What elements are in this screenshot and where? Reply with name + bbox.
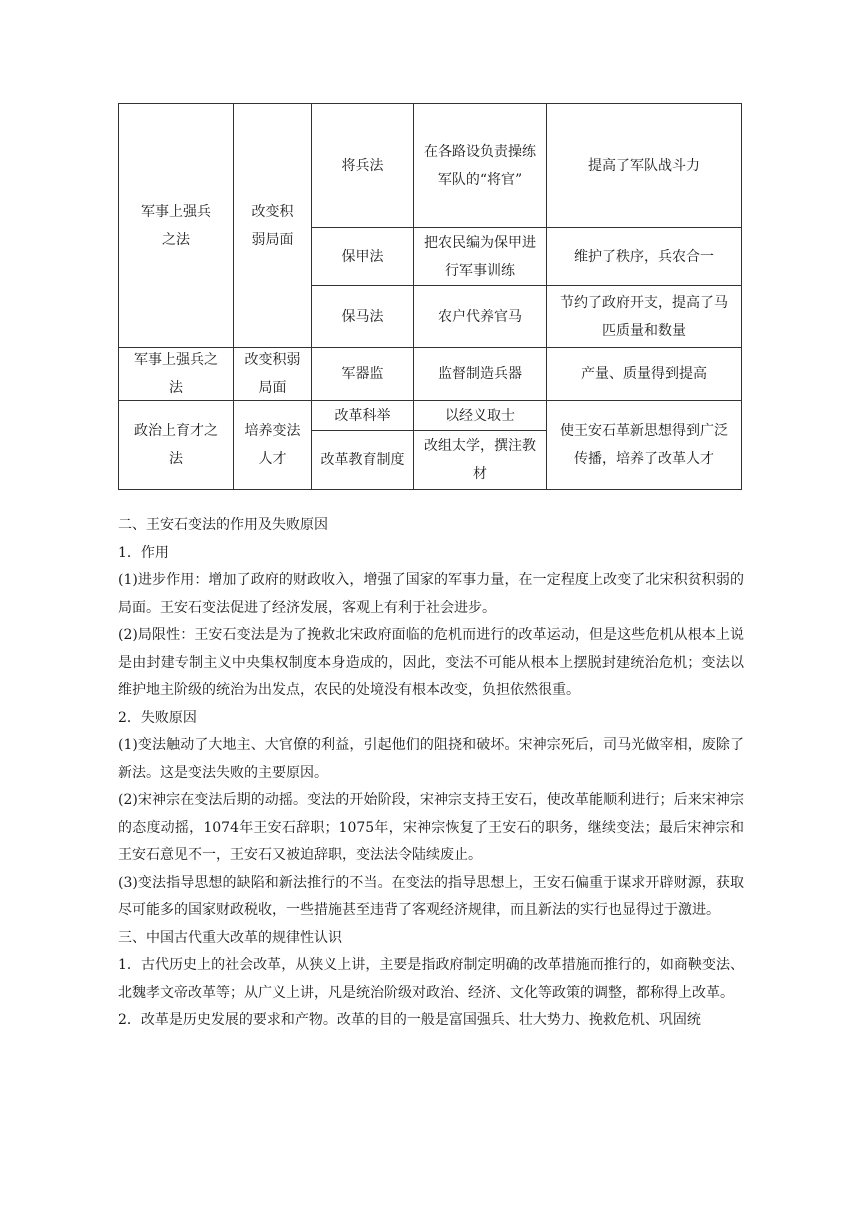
subheading: 1．作用 [118, 544, 169, 561]
table-cell-category: 军事上强兵之法 [134, 352, 218, 396]
table-cell-purpose: 培养变法人才 [244, 423, 301, 467]
table-cell-name: 改革教育制度 [320, 452, 405, 468]
table-cell-name: 改革科举 [334, 407, 391, 424]
table-cell-category: 政治上育才之法 [134, 423, 218, 467]
table-cell-effect: 提高了军队战斗力 [588, 157, 700, 174]
table-cell-name: 保甲法 [341, 248, 384, 265]
section-heading: 二、王安石变法的作用及失败原因 [118, 517, 328, 533]
table-cell-name: 保马法 [341, 308, 384, 325]
table-line [118, 489, 741, 490]
reform-table [0, 0, 860, 500]
table-line [741, 103, 742, 490]
table-cell-category: 军事上强兵之法 [141, 203, 211, 248]
table-cell-content: 在各路设负责操练军队的“将官” [424, 143, 536, 188]
table-cell-effect: 产量、质量得到提高 [581, 366, 707, 382]
table-cell-purpose: 改变积弱局面 [251, 203, 294, 248]
paragraph: (2)局限性：王安石变法是为了挽救北宋政府面临的危机而进行的改革运动，但是这些危机从根本上说是由封建专制主义中央集权制度本身造成的，因此，变法不可能从根本上摆脱封建统治危机；变法以维护地主阶级的统治为出发点，农民的处境没有根本改变，负担依然很重。 [118, 627, 744, 698]
paragraph: 1．古代历史上的社会改革，从狭义上讲，主要是指政府制定明确的改革措施而推行的，如商鞅变法、北魏孝文帝改革等；从广义上讲，凡是统治阶级对政治、经济、文化等政策的调整，都称得上改革。 [118, 957, 744, 1001]
table-cell-effect: 使王安石革新思想得到广泛传播，培养了改革人才 [560, 423, 728, 467]
table-cell-effect: 维护了秩序，兵农合一 [574, 248, 714, 265]
table-cell-name: 将兵法 [341, 157, 384, 174]
subheading: 2．失败原因 [118, 709, 197, 726]
table-cell-effect: 节约了政府开支，提高了马匹质量和数量 [560, 294, 728, 339]
table-cell-content: 监督制造兵器 [438, 366, 522, 382]
table-cell-content: 农户代养官马 [438, 308, 522, 325]
paragraph: (1)进步作用：增加了政府的财政收入，增强了国家的军事力量，在一定程度上改变了北宋积贫积弱的局面。王安石变法促进了经济发展，客观上有利于社会进步。 [118, 572, 744, 616]
paragraph: (1)变法触动了大地主、大官僚的利益，引起他们的阻挠和破坏。宋神宗死后，司马光做宰相，废除了新法。这是变法失败的主要原因。 [118, 737, 744, 781]
table-cell-content: 把农民编为保甲进行军事训练 [424, 234, 536, 279]
table-cell-content: 以经义取士 [445, 407, 515, 424]
section-heading: 三、中国古代重大改革的规律性认识 [118, 929, 342, 946]
table-cell-purpose: 改变积弱局面 [244, 352, 301, 396]
body-text [118, 512, 744, 1035]
table-cell-content: 改组太学，撰注教材 [424, 438, 536, 482]
paragraph: (2)宋神宗在变法后期的动摇。变法的开始阶段，宋神宗支持王安石，使改革能顺利进行；后来宋神宗的态度动摇，1074年王安石辞职；1075年，宋神宗恢复了王安石的职务，继续变法；最后宋神宗和王安石意见不一，王安石又被迫辞职，变法法令陆续废止。 [118, 792, 744, 863]
table-cell-name: 军器监 [341, 366, 384, 382]
paragraph: 2．改革是历史发展的要求和产物。改革的目的一般是富国强兵、壮大势力、挽救危机、巩固统 [118, 1012, 701, 1028]
paragraph: (3)变法指导思想的缺陷和新法推行的不当。在变法的指导思想上，王安石偏重于谋求开辟财源，获取尽可能多的国家财政税收，一些措施甚至违背了客观经济规律，而且新法的实行也显得过于激进。 [118, 874, 744, 918]
